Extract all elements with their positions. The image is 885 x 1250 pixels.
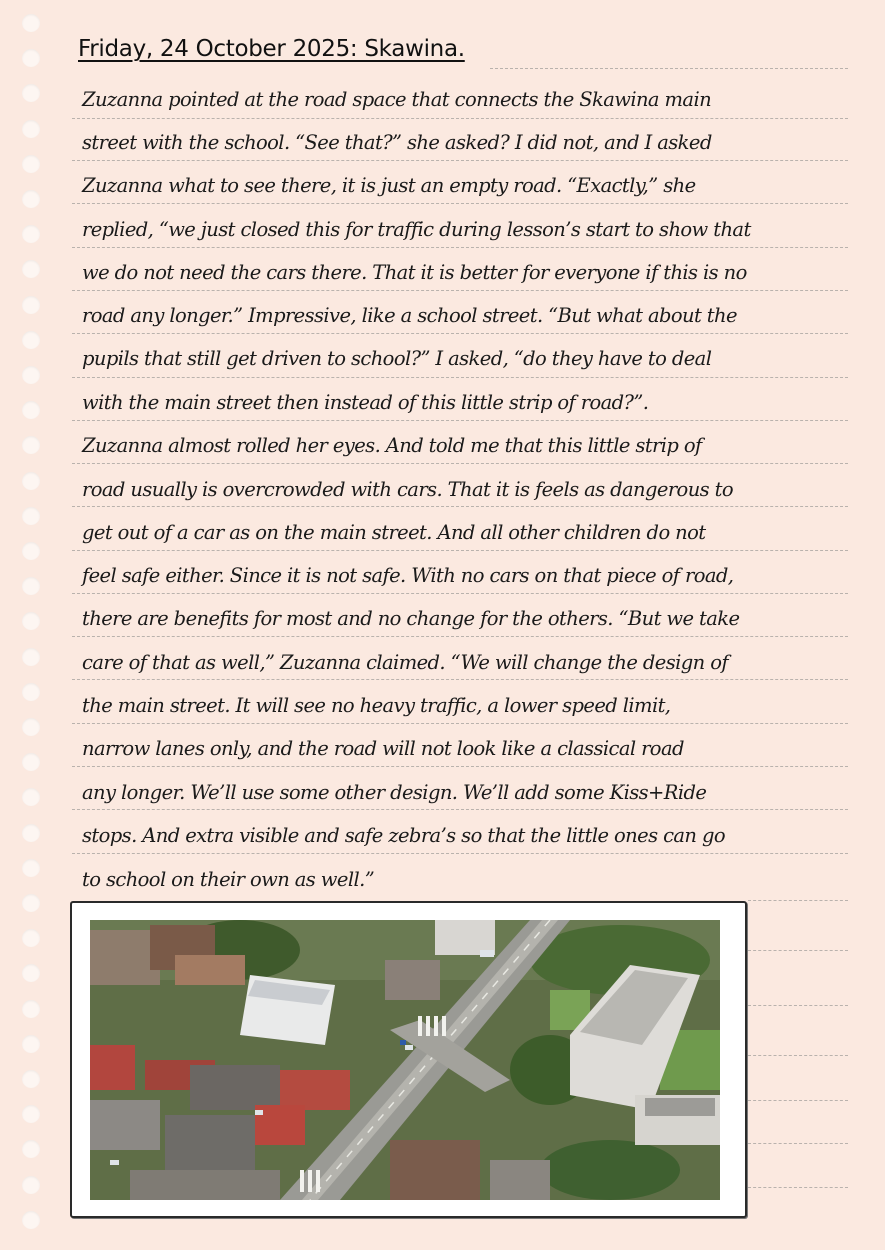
diary-line: Zuzanna pointed at the road space that connects the Skawina main [82,88,712,111]
binder-hole [22,1176,40,1194]
ruled-line [748,1005,848,1006]
aerial-town-image [90,920,720,1200]
ruled-line [72,118,848,119]
diary-line: care of that as well,” Zuzanna claimed. “We will change the design of [82,651,728,674]
diary-line: street with the school. “See that?” she asked? I did not, and I asked [82,131,712,154]
diary-line: with the main street then instead of this little strip of road?”. [82,391,649,414]
ruled-line [72,160,848,161]
binder-hole [22,612,40,630]
ruled-line [72,809,848,810]
photo-frame [70,901,747,1218]
ruled-line [72,420,848,421]
ruled-line [72,290,848,291]
binder-hole [22,683,40,701]
diary-line: any longer. We’ll use some other design. We’ll add some Kiss+Ride [82,781,707,804]
ruled-line [72,550,848,551]
binder-hole [22,1000,40,1018]
ruled-line [72,333,848,334]
ruled-line [490,68,848,69]
binder-hole [22,1070,40,1088]
ruled-line [748,1055,848,1056]
ruled-line [72,766,848,767]
binder-hole [22,296,40,314]
binder-hole [22,190,40,208]
binder-hole [22,49,40,67]
binder-hole [22,1140,40,1158]
binder-hole [22,929,40,947]
aerial-photo [90,920,720,1200]
diary-line: to school on their own as well.” [82,868,375,891]
binder-hole [22,155,40,173]
ruled-line [72,506,848,507]
diary-line: replied, “we just closed this for traffic during lesson’s start to show that [82,218,751,241]
ruled-line [72,463,848,464]
diary-line: pupils that still get driven to school?” I asked, “do they have to deal [82,347,712,370]
binder-hole [22,472,40,490]
binder-hole [22,788,40,806]
diary-line: narrow lanes only, and the road will not look like a classical road [82,737,684,760]
binder-hole [22,260,40,278]
ruled-line [748,1100,848,1101]
binder-hole [22,1035,40,1053]
binder-hole [22,225,40,243]
diary-line: there are benefits for most and no change for the others. “But we take [82,607,740,630]
binder-hole [22,84,40,102]
binder-hole [22,648,40,666]
page-title: Friday, 24 October 2025: Skawina. [78,36,465,62]
binder-hole [22,577,40,595]
binder-hole [22,436,40,454]
binder-hole [22,542,40,560]
ruled-line [72,247,848,248]
binder-hole [22,964,40,982]
ruled-line [72,203,848,204]
ruled-line [748,950,848,951]
ruled-line [748,1187,848,1188]
ruled-line [748,1143,848,1144]
binder-hole [22,718,40,736]
binder-hole [22,120,40,138]
binder-hole [22,366,40,384]
diary-line: the main street. It will see no heavy traffic, a lower speed limit, [82,694,671,717]
binder-hole [22,331,40,349]
ruled-line [72,679,848,680]
binder-hole [22,1105,40,1123]
binder-hole [22,894,40,912]
binder-hole [22,824,40,842]
diary-line: Zuzanna almost rolled her eyes. And told me that this little strip of [82,434,702,457]
ruled-line [72,377,848,378]
diary-line: stops. And extra visible and safe zebra’s so that the little ones can go [82,824,725,847]
binder-hole [22,1211,40,1229]
ruled-line [748,900,848,901]
ruled-line [72,593,848,594]
ruled-line [72,723,848,724]
diary-line: road any longer.” Impressive, like a school street. “But what about the [82,304,737,327]
diary-line: road usually is overcrowded with cars. That it is feels as dangerous to [82,478,734,501]
ruled-line [72,636,848,637]
binder-hole [22,14,40,32]
binder-hole [22,753,40,771]
binder-hole [22,401,40,419]
diary-line: Zuzanna what to see there, it is just an empty road. “Exactly,” she [82,174,696,197]
binder-hole [22,507,40,525]
diary-line: feel safe either. Since it is not safe. With no cars on that piece of road, [82,564,734,587]
ruled-line [72,853,848,854]
diary-line: we do not need the cars there. That it is better for everyone if this is no [82,261,747,284]
binder-hole [22,859,40,877]
diary-line: get out of a car as on the main street. And all other children do not [82,521,706,544]
